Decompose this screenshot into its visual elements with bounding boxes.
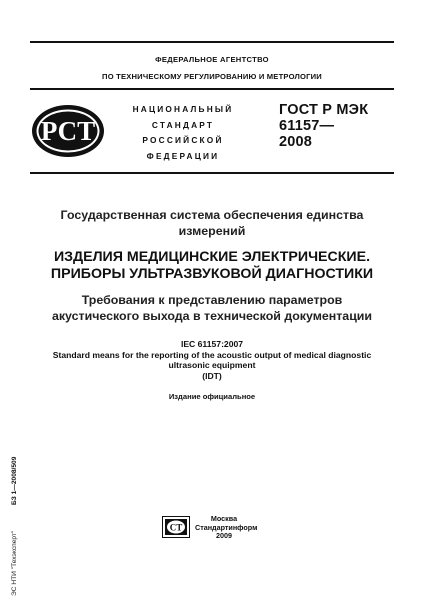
main-title-line-2: ПРИБОРЫ УЛЬТРАЗВУКОВОЙ ДИАГНОСТИКИ [50,265,374,282]
designation-line-3: 2008 [279,134,313,150]
sub-title-line-1: Требования к представлению параметров [81,293,343,307]
iec-english-title-line-1: Standard means for the reporting of the acoustic output of medical diagnostic [52,349,372,360]
sub-title-line-2: акустического выхода в технической документации [51,308,373,323]
standard-designation [279,102,368,150]
main-title [20,249,404,282]
iec-identity: (IDT) [202,370,222,381]
iec-reference: IEC 61157:2007 [180,339,244,349]
side-code: БЗ 1—2008/509 [11,456,18,505]
edition-label: Издание официальное [168,392,256,401]
iec-reference-block [20,339,404,381]
sub-title [30,293,394,324]
publisher-logo-icon [162,516,190,538]
designation-line-1: ГОСТ Р МЭК [279,102,369,118]
block-rule [30,172,394,174]
side-source: ЭС НТИ "Техэксперт" [11,530,18,596]
general-title-line-2: измерений [178,223,246,238]
national-standard-line-2: СТАНДАРТ [151,119,215,130]
publisher-logo [162,516,190,538]
header-rule [30,88,394,90]
national-standard-line-1: НАЦИОНАЛЬНЫЙ [132,104,234,114]
top-rule [30,41,394,43]
iec-english-title-line-2: ultrasonic equipment [168,360,256,370]
agency-line-2: ПО ТЕХНИЧЕСКОМУ РЕГУЛИРОВАНИЮ И МЕТРОЛОГИИ [102,72,322,81]
rst-logo-icon [30,103,106,159]
publisher-logo-text: СТ [169,522,183,533]
publisher-year: 2009 [216,531,232,540]
general-title-line-1: Государственная система обеспечения единства [60,208,364,222]
publisher-city: Москва [210,514,238,523]
publisher-block [195,514,258,541]
national-standard-block [118,102,248,164]
agency-line-1: ФЕДЕРАЛЬНОЕ АГЕНТСТВО [155,55,269,64]
general-title [30,208,394,239]
designation-line-2: 61157— [279,118,335,134]
national-standard-line-3: РОССИЙСКОЙ [142,135,224,146]
publisher-name: Стандартинформ [195,522,258,532]
national-standard-line-4: ФЕДЕРАЦИИ [146,150,220,161]
main-title-line-1: ИЗДЕЛИЯ МЕДИЦИНСКИЕ ЭЛЕКТРИЧЕСКИЕ. [53,249,371,265]
rst-logo-text: РСТ [40,116,96,146]
rst-logo [30,103,106,159]
